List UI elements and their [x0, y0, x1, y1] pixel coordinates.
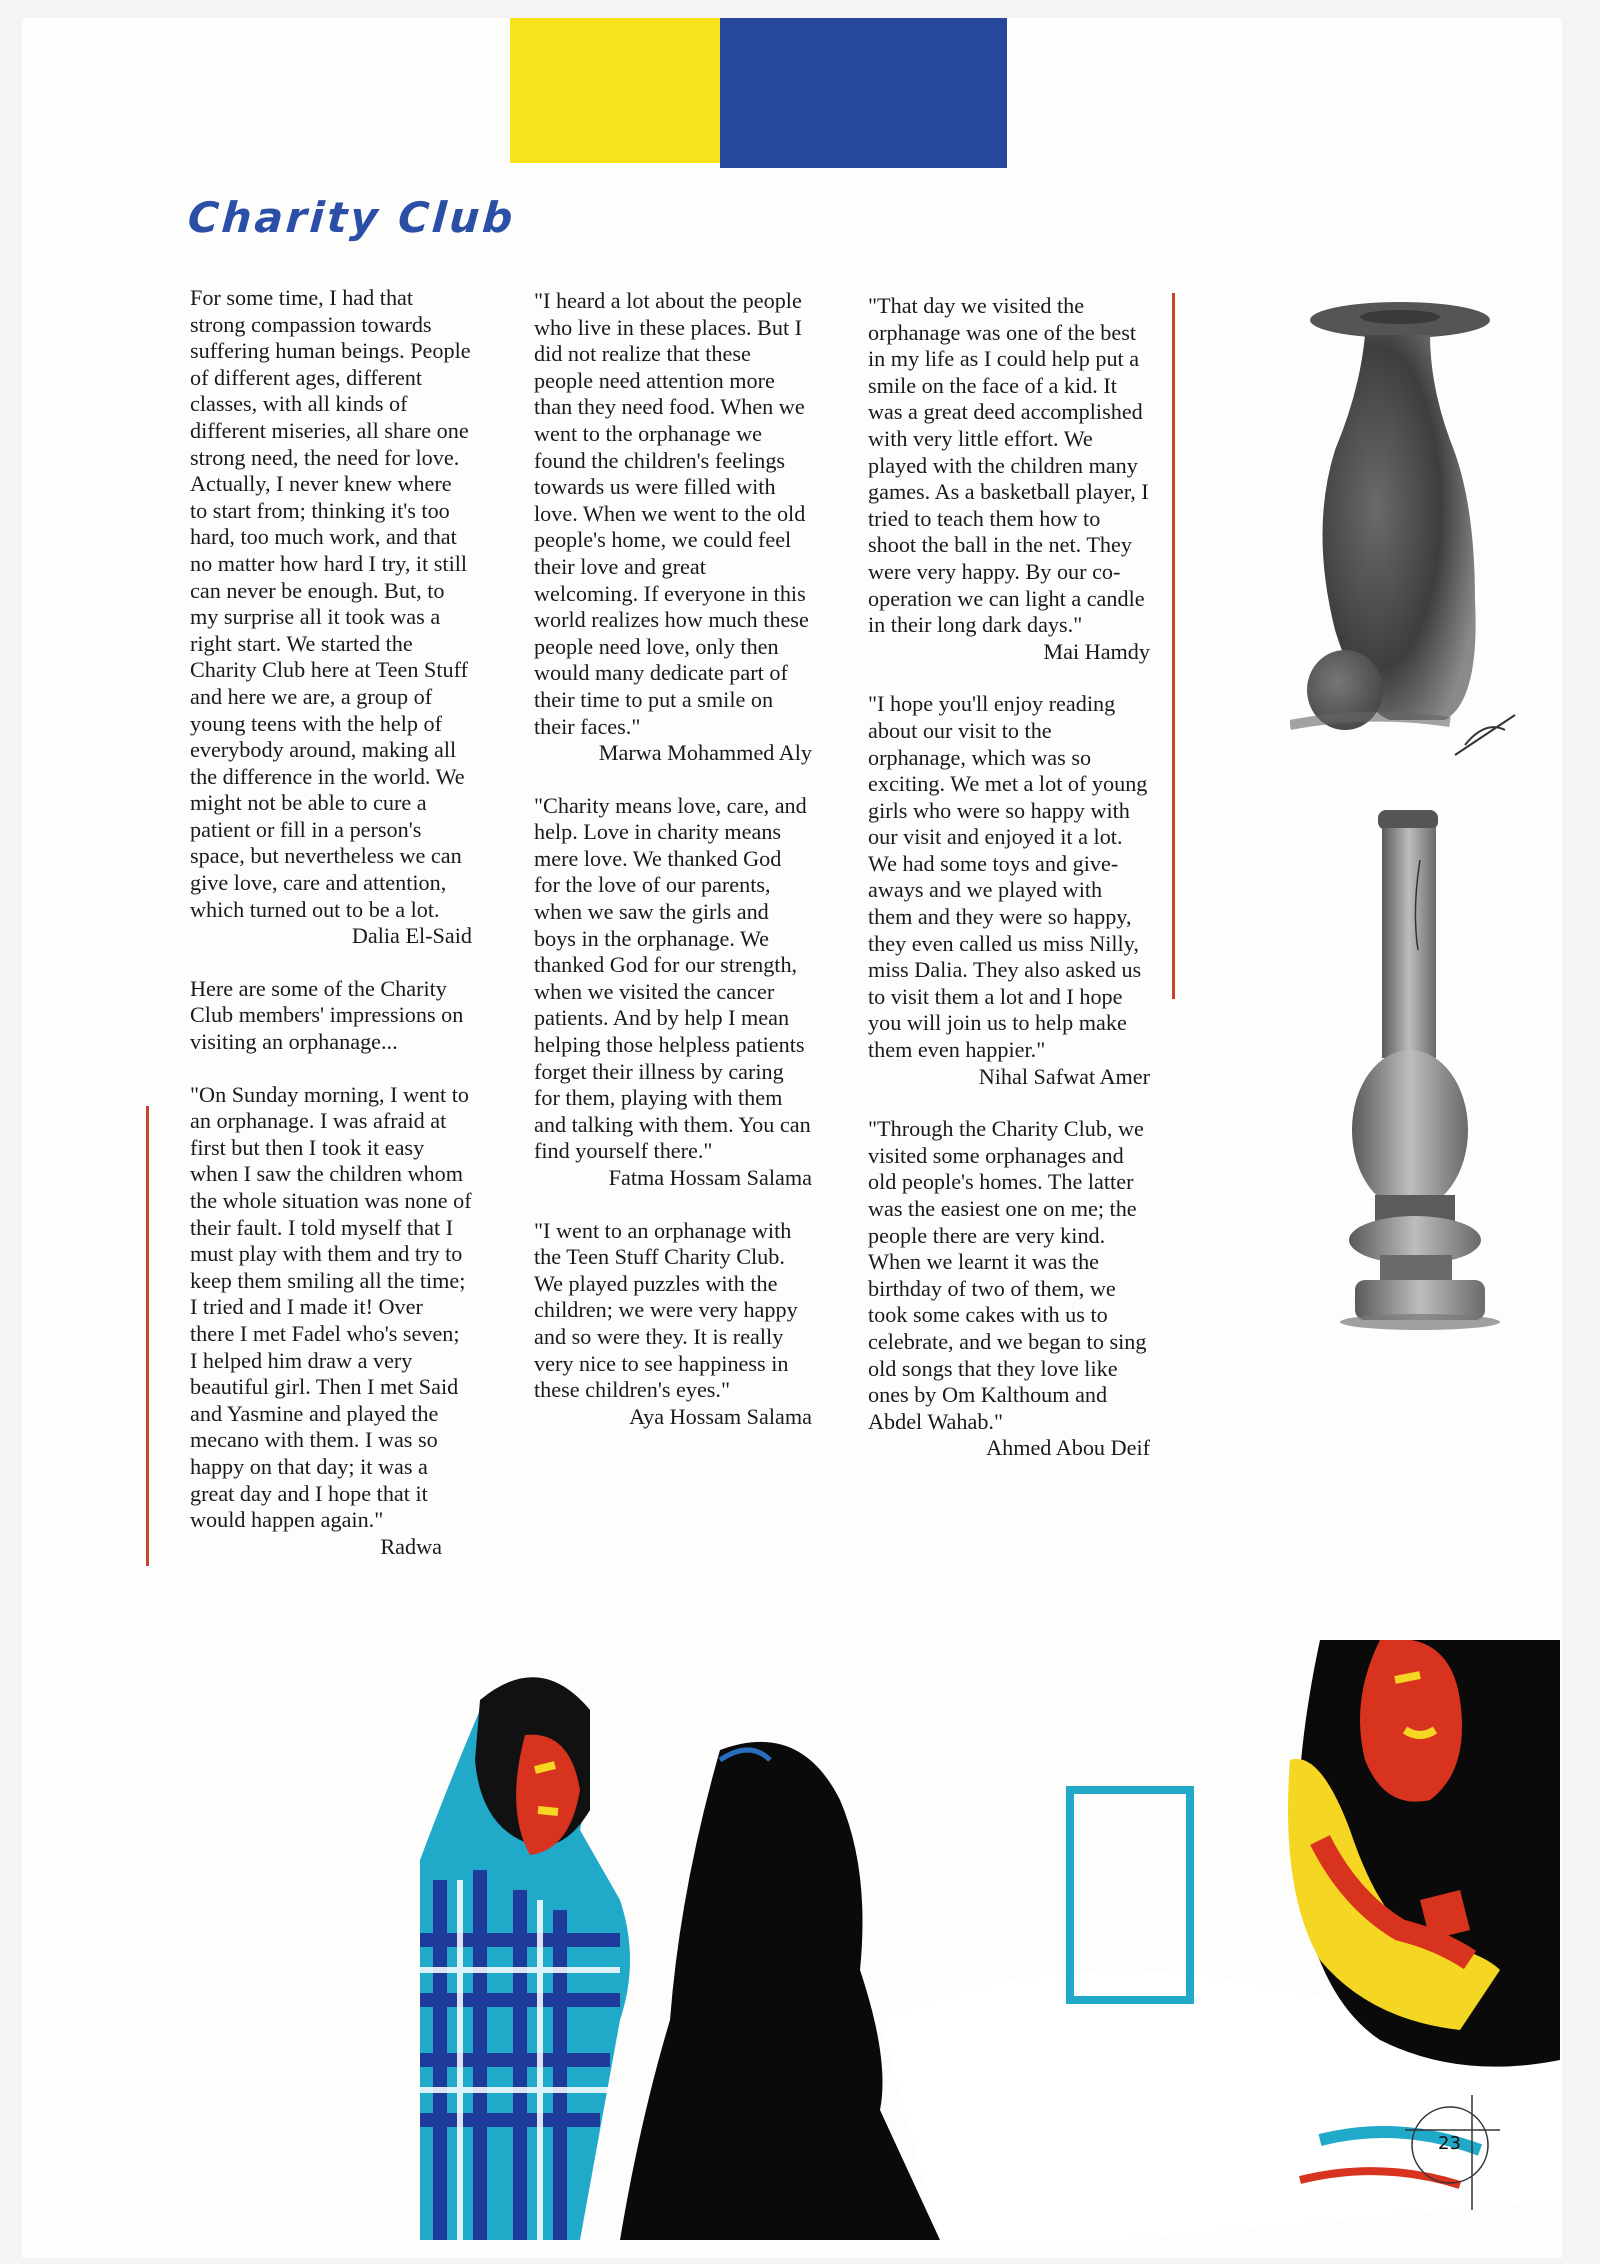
article-column-2	[534, 288, 812, 1430]
entry-text: "That day we visited the orphanage was one of the best in my life as I could help put a smile on the face of a kid. It was a great deed accomplished with very little effort. We played with the children many games. As a basketball player, I tried to teach them how to shoot the ball in the net. They were very happy. By our co-operation we can light a candle in their long dark days."	[868, 293, 1149, 638]
article-column-1	[190, 285, 472, 1560]
entry-author: Nihal Safwat Amer	[978, 1063, 1150, 1089]
entry-text: "Charity means love, care, and help. Love in charity means mere love. We thanked God for the love of our parents, when we saw the girls and boys in the orphanage. We thanked God for our strength, when we visited the cancer patients. And by help I mean helping those helpless patients forget their illness by caring for them, playing with them and talking with them. You can find yourself there."	[534, 792, 811, 1164]
entry-author: Mai Hamdy	[1043, 638, 1150, 664]
red-vertical-rule	[1172, 293, 1175, 999]
entry-text: "I heard a lot about the people who live in these places. But I did not realize that these people need attention more than they need food. When we went to the orphanage we found the children's feelings towards us were filled with love. When we went to the old people's home, we could feel their love and great welcoming. If everyone in this world realizes how much these people need love, only then would many dedicate part of their time to put a smile on their faces."	[534, 288, 809, 739]
page-title: Charity Club	[186, 193, 518, 242]
blue-color-block	[720, 18, 1007, 168]
entry-author: Ahmed Abou Deif	[986, 1435, 1150, 1461]
entry-author: Dalia El-Said	[351, 923, 472, 949]
entry-text: For some time, I had that strong compassion towards suffering human beings. People of different ages, different classes, with all kinds of different miseries, all share one strong need, the need for love. Actually, I never knew where to start from; thinking it's too hard, too much work, and that no matter how hard I try, it still can never be enough. But, to my surprise all it took was a right start. We started the Charity Club here at Teen Stuff and here we are, a group of young teens with the help of everybody around, making all the difference in the world. We might not be able to cure a patient or fill in a person's space, but nevertheless we can give love, care and attention, which turned out to be a lot.	[190, 285, 471, 922]
red-vertical-rule	[146, 1106, 149, 1566]
page-number: 23	[1438, 2133, 1461, 2154]
entry-text: "Through the Charity Club, we visited some orphanages and old people's homes. The latter was the easiest one on me; the people there are very kind. When we learnt it was the birthday of two of them, we took some cakes with us to celebrate, and we began to sing old songs that they love like ones by Om Kalthoum and Abdel Wahab."	[868, 1116, 1147, 1434]
entry-author: Marwa Mohammed Aly	[598, 740, 812, 766]
article-column-3	[868, 293, 1150, 1462]
entry-author: Fatma Hossam Salama	[608, 1165, 812, 1190]
yellow-color-block	[510, 18, 720, 163]
entry-text: "I went to an orphanage with the Teen Stuff Charity Club. We played puzzles with the children; we were very happy and so were they. It is really very nice to see happiness in these children's eyes."	[534, 1217, 798, 1403]
entry-author: Radwa	[380, 1533, 442, 1559]
intro-text: Here are some of the Charity Club members' impressions on visiting an orphanage...	[190, 975, 464, 1055]
entry-author: Aya Hossam Salama	[629, 1403, 812, 1429]
oil-lamp-sketch-icon	[1320, 800, 1520, 1340]
entry-text: "I hope you'll enjoy reading about our visit to the orphanage, which was so exciting. We met a lot of young girls who were so happy with our visit and enjoyed it a lot. We had some toys and give-aways and we played with them and they were so happy, they even called us miss Nilly, miss Dalia. They also asked us to visit them a lot and I hope you will join us to help make them even happier."	[868, 691, 1148, 1063]
vase-sketch-icon	[1290, 300, 1530, 780]
entry-text: "On Sunday morning, I went to an orphanage. I was afraid at first but then I took it easy when I saw the children whom the whole situation was none of their fault. I told myself that I must play with them and try to keep them smiling all the time; I tried and I made it! Over there I met Fadel who's seven; I helped him draw a very beautiful girl. Then I met Said and Yasmine and played the mecano with them. I was so happy on that day; it was a great day and I hope that it would happen again."	[190, 1081, 472, 1533]
charity-club-photo	[420, 1640, 1560, 2240]
